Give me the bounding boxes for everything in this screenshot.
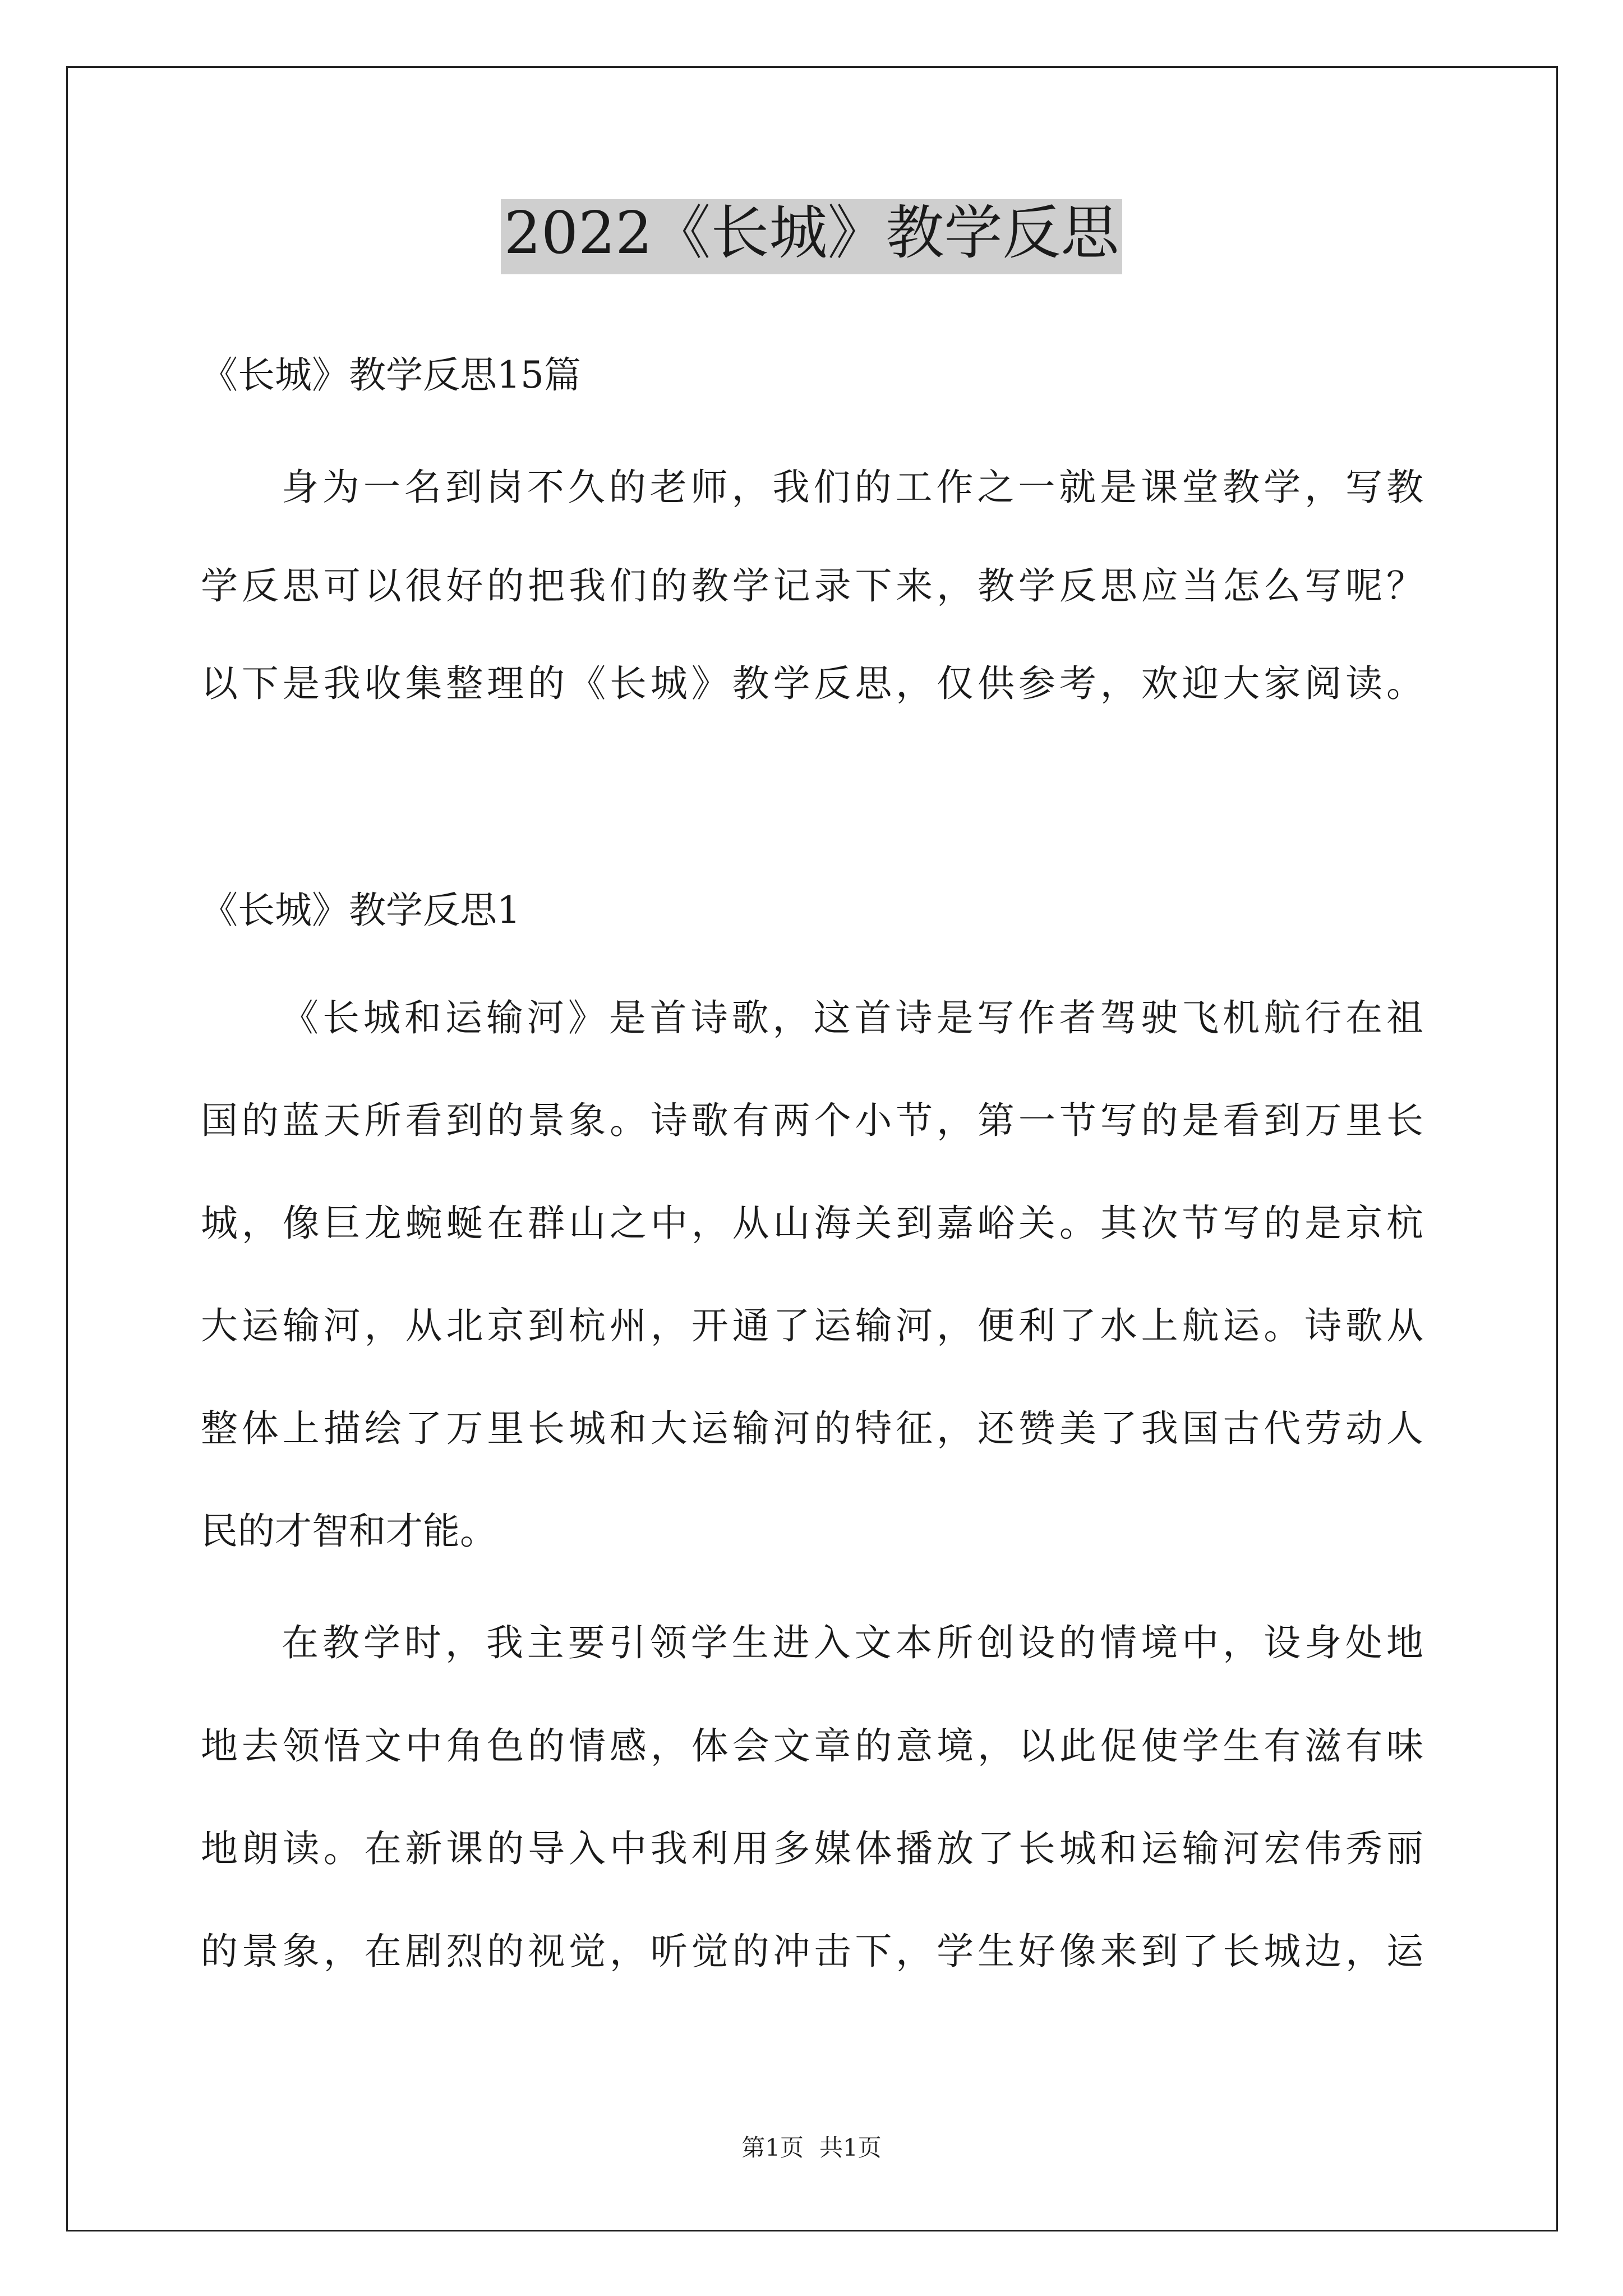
paragraph1-line-5: 整体上描绘了万里长城和大运输河的特征，还赞美了我国古代劳动人 [201,1407,1423,1450]
intro-line-3: 以下是我收集整理的《长城》教学反思，仅供参考，欢迎大家阅读。 [201,662,1423,705]
paragraph1-line-4: 大运输河，从北京到杭州，开通了运输河，便利了水上航运。诗歌从 [201,1304,1423,1347]
page-footer [0,2136,1623,2160]
paragraph1-line-6: 民的才智和才能。 [201,1510,497,1553]
paragraph1-line-1: 《长城和运输河》是首诗歌，这首诗是写作者驾驶飞机航行在祖 [282,996,1423,1039]
paragraph2-line-4: 的景象，在剧烈的视觉，听觉的冲击下，学生好像来到了长城边，运 [201,1930,1423,1973]
paragraph2-line-2: 地去领悟文中角色的情感，体会文章的意境，以此促使学生有滋有味 [201,1724,1423,1768]
document-subtitle: 《长城》教学反思15篇 [201,353,581,397]
page-total: 共1页 [819,2134,882,2161]
intro-line-2: 学反思可以很好的把我们的教学记录下来，教学反思应当怎么写呢？ [201,564,1423,608]
paragraph2-line-3: 地朗读。在新课的导入中我利用多媒体播放了长城和运输河宏伟秀丽 [201,1827,1423,1870]
intro-line-1: 身为一名到岗不久的老师，我们的工作之一就是课堂教学，写教 [282,466,1423,509]
paragraph1-line-2: 国的蓝天所看到的景象。诗歌有两个小节，第一节写的是看到万里长 [201,1099,1423,1142]
paragraph1-line-3: 城，像巨龙蜿蜒在群山之中，从山海关到嘉峪关。其次节写的是京杭 [201,1202,1423,1245]
document-title [0,199,1623,274]
page-number: 第1页 [741,2134,804,2161]
paragraph2-line-1: 在教学时，我主要引领学生进入文本所创设的情境中，设身处地 [282,1621,1423,1664]
section-heading: 《长城》教学反思1 [201,889,520,932]
document-title-text: 2022《长城》教学反思 [501,199,1123,274]
